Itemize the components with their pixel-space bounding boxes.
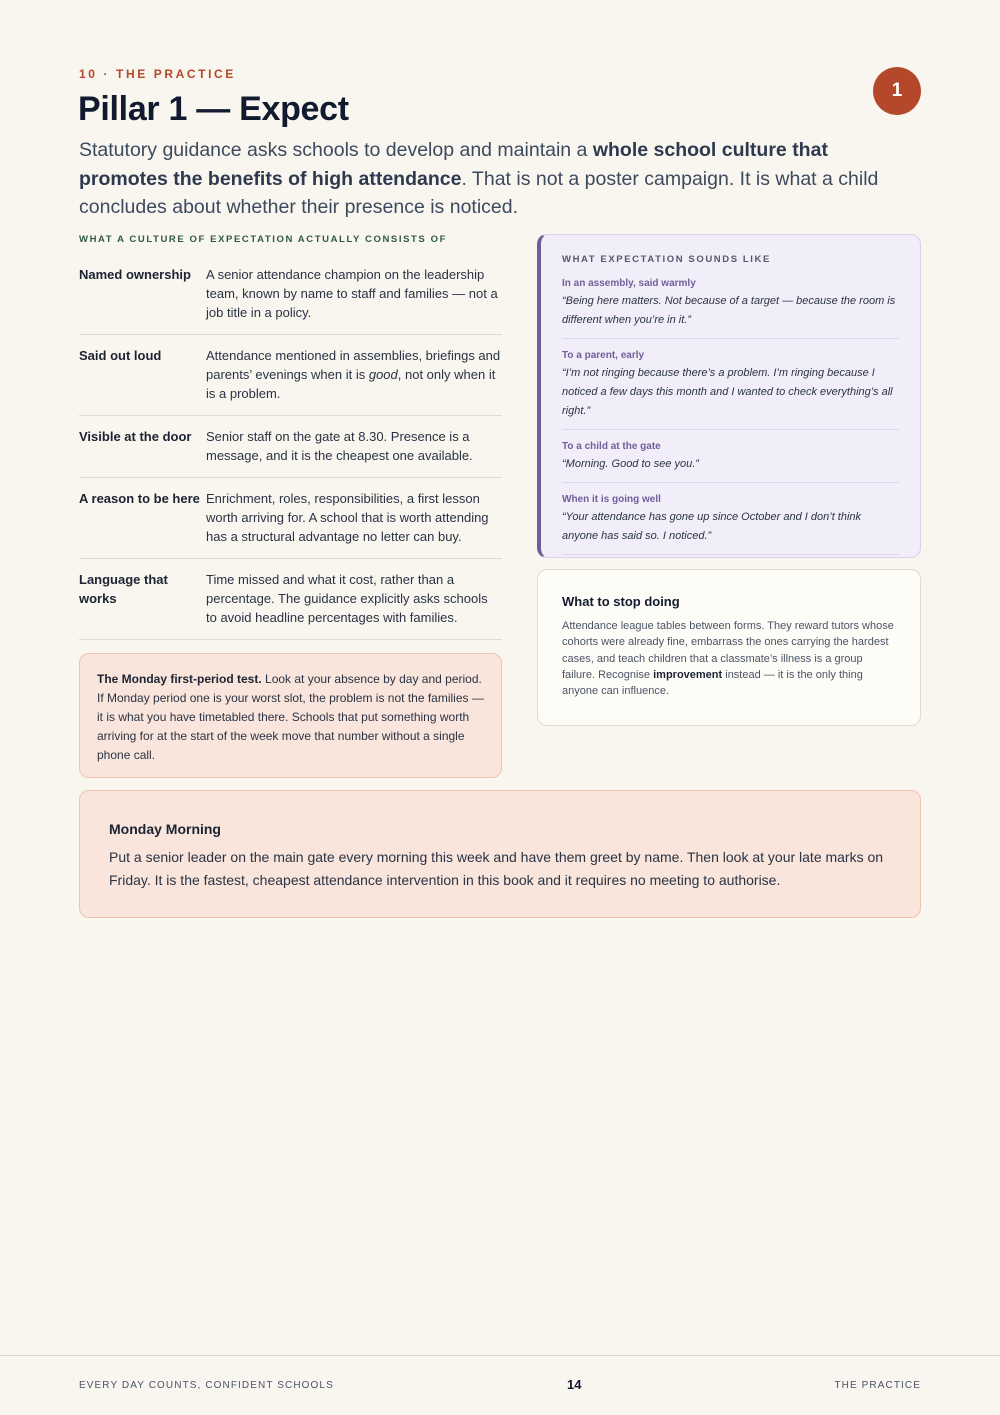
page-title: Pillar 1 — Expect	[78, 90, 349, 128]
definition-description: Time missed and what it cost, rather than a percentage. The guidance explicitly asks schools to avoid headline percentages with families.	[206, 572, 488, 625]
footer-section-name: THE PRACTICE	[834, 1380, 921, 1391]
definition-description: A senior attendance champion on the leadership team, known by name to staff and families — not a job title in a policy.	[206, 267, 498, 320]
stop-doing-title: What to stop doing	[562, 594, 680, 609]
list-item	[79, 254, 502, 335]
lead-paragraph: Statutory guidance asks schools to develop and maintain a whole school culture that promotes the benefits of high attendance. That is not a poster campaign. It is what a child concludes about whether their presence is noticed.	[79, 139, 879, 218]
culture-section-label: WHAT A CULTURE OF EXPECTATION ACTUALLY CONSISTS OF	[79, 234, 447, 245]
quote-context: To a child at the gate	[562, 441, 661, 452]
expectation-quotes-panel	[537, 234, 921, 558]
stop-doing-text: Attendance league tables between forms. They reward tutors whose cohorts were already fine, embarrass the ones carrying the hardest cases, and teach children that a classmate’s illness is a group failure. Recognise improvement instead — it is the only thing anyone can influence.	[562, 620, 894, 698]
list-item	[79, 335, 502, 416]
definition-term: Said out loud	[79, 348, 162, 363]
quote-item	[562, 277, 899, 339]
monday-morning-text: Put a senior leader on the main gate every morning this week and have them greet by name. Then look at your late marks on Friday. It is the fastest, cheapest attendance intervention in this book and it requires no meeting to authorise.	[109, 849, 884, 888]
definition-description: Senior staff on the gate at 8.30. Presence is a message, and it is the cheapest one available.	[206, 429, 473, 463]
list-item	[79, 559, 502, 640]
definition-term: Named ownership	[79, 267, 191, 282]
pillar-number-badge: 1	[873, 67, 921, 115]
quote-text: “Being here matters. Not because of a target — because the room is different when you’re in it.”	[562, 295, 896, 326]
quote-text: “Morning. Good to see you.”	[562, 458, 699, 470]
list-item	[79, 478, 502, 559]
definition-description: Enrichment, roles, responsibilities, a first lesson worth arriving for. A school that is worth attending has a structural advantage no letter can buy.	[206, 491, 489, 544]
footer-divider	[0, 1355, 1000, 1356]
list-item	[79, 416, 502, 478]
quote-context: To a parent, early	[562, 350, 645, 361]
section-eyebrow: 10 · THE PRACTICE	[79, 67, 236, 81]
quote-item	[562, 440, 899, 483]
culture-definition-list	[79, 254, 502, 640]
callout-heading: The Monday first-period test.	[97, 672, 262, 686]
definition-term: A reason to be here	[79, 491, 200, 506]
footer-book-title: EVERY DAY COUNTS, CONFIDENT SCHOOLS	[79, 1380, 334, 1391]
panel-label: WHAT EXPECTATION SOUNDS LIKE	[562, 254, 771, 265]
callout-text: Look at your absence by day and period. If Monday period one is your worst slot, the problem is not the families — it is what you have timetabled there. Schools that put something worth arriving for at the start of the week move that number without a single phone call.	[97, 672, 484, 762]
monday-morning-title: Monday Morning	[109, 821, 221, 837]
monday-test-callout	[79, 653, 502, 778]
quote-context: In an assembly, said warmly	[562, 278, 696, 289]
page-number: 14	[567, 1377, 582, 1392]
quote-text: “Your attendance has gone up since October and I don’t think anyone has said so. I noticed.”	[562, 511, 862, 542]
quote-item	[562, 349, 899, 430]
quote-item	[562, 493, 899, 555]
quote-text: “I’m not ringing because there’s a problem. I’m ringing because I noticed a few days this month and I wanted to check everything’s all right.”	[562, 367, 893, 417]
monday-morning-callout	[79, 790, 921, 918]
definition-term: Visible at the door	[79, 429, 192, 444]
quote-context: When it is going well	[562, 494, 661, 505]
definition-description: Attendance mentioned in assemblies, briefings and parents’ evenings when it is good, not only when it is a problem.	[206, 348, 501, 401]
definition-term: Language that works	[79, 572, 168, 606]
stop-doing-box	[537, 569, 921, 726]
